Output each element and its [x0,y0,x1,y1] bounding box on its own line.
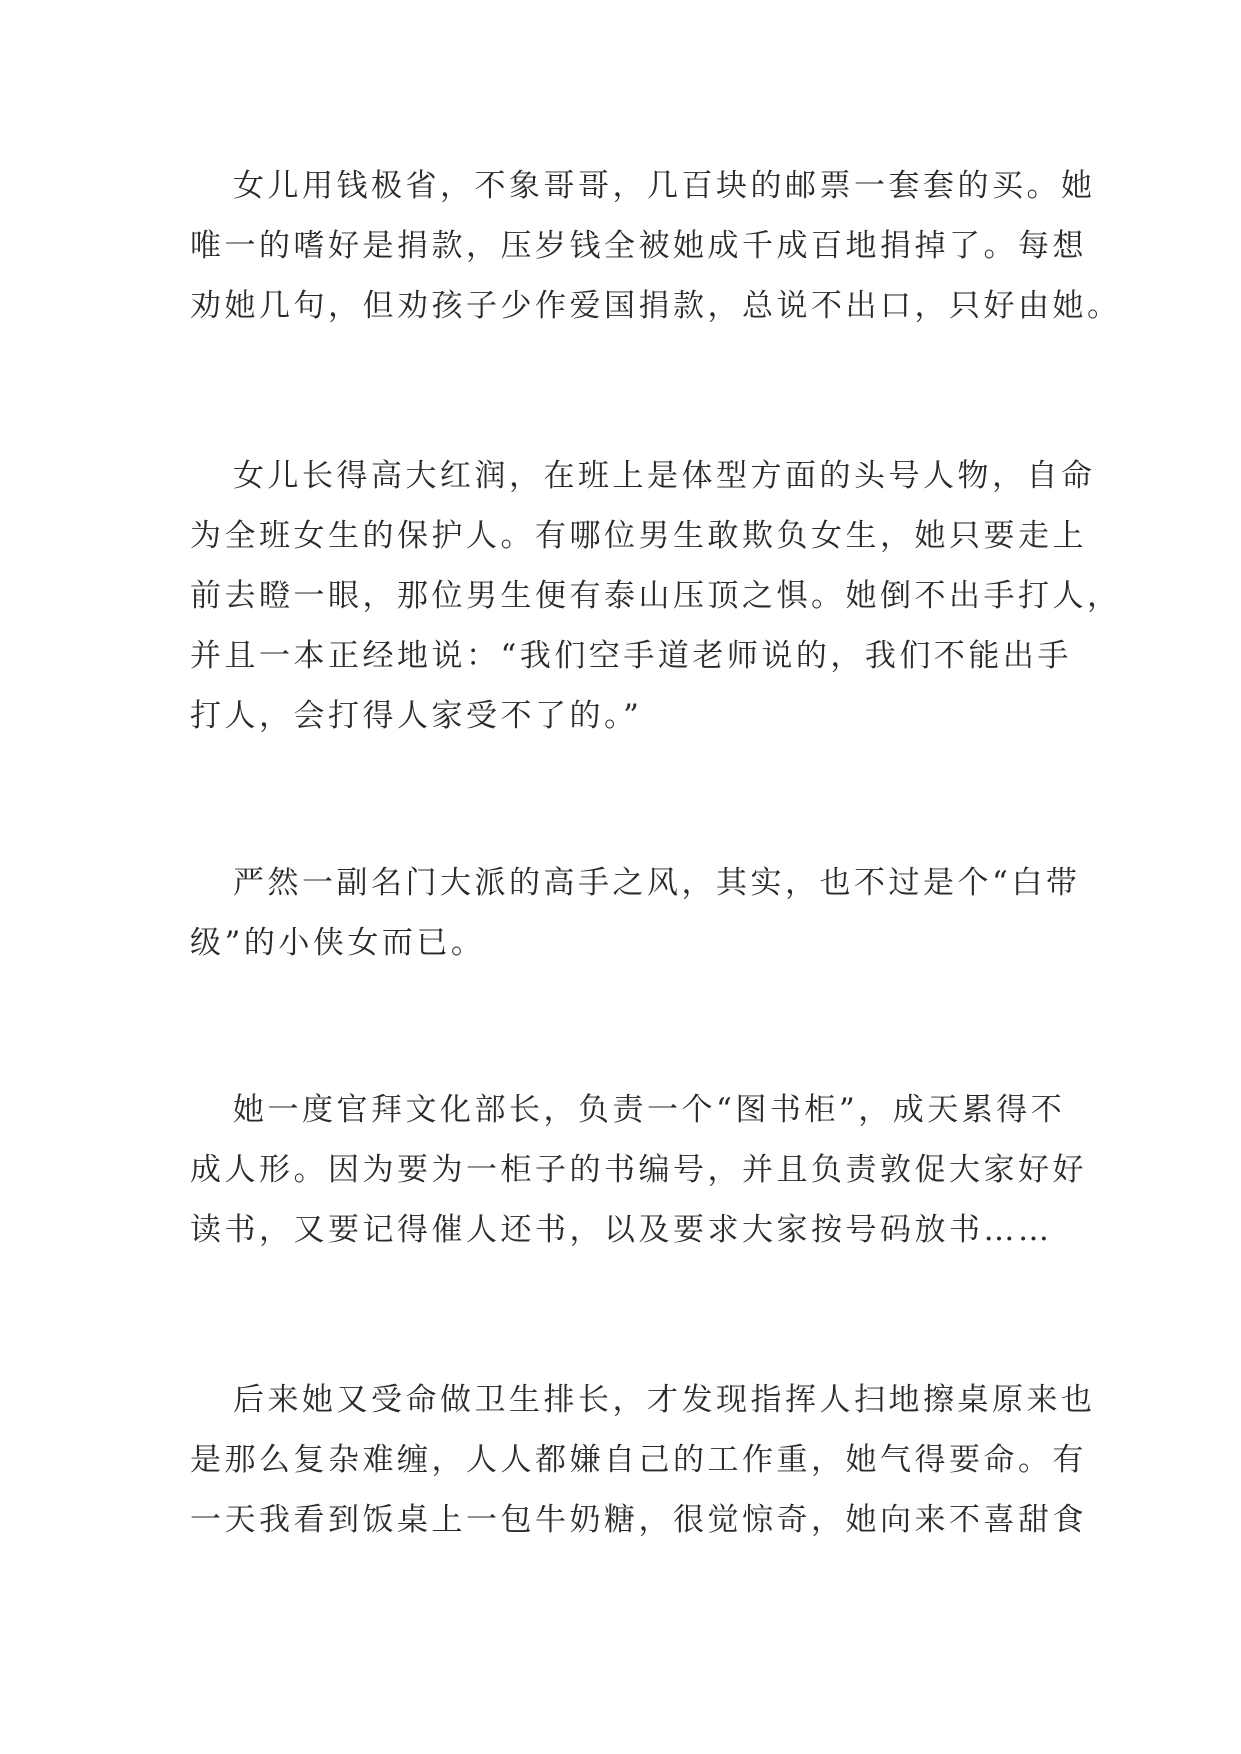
text-line: 一天我看到饭桌上一包牛奶糖，很觉惊奇，她向来不喜甜食 [190,1502,1087,1538]
text-line: 女儿长得高大红润，在班上是体型方面的头号人物，自命 [233,458,1096,494]
text-line: 严然一副名门大派的高手之风，其实，也不过是个“白带 [233,865,1081,901]
text-line: 劝她几句，但劝孩子少作爱国捐款，总说不出口，只好由她。 [190,288,1122,324]
paragraph [190,853,1081,973]
text-line: 为全班女生的保护人。有哪位男生敢欺负女生，她只要走上 [190,518,1087,554]
text-line: 读书，又要记得催人还书，以及要求大家按号码放书…… [190,1212,1053,1248]
text-line: 级”的小侠女而已。 [190,925,486,961]
text-line: 打人，会打得人家受不了的。” [190,698,643,734]
paragraph [190,446,1122,746]
text-line: 前去瞪一眼，那位男生便有泰山压顶之惧。她倒不出手打人， [190,578,1122,614]
paragraph [190,1370,1096,1550]
text-line: 后来她又受命做卫生排长，才发现指挥人扫地擦桌原来也 [233,1382,1096,1418]
text-line: 她一度官拜文化部长，负责一个“图书柜”，成天累得不 [233,1092,1066,1128]
text-line: 唯一的嗜好是捐款，压岁钱全被她成千成百地捐掉了。每想 [190,228,1087,264]
text-line: 是那么复杂难缠，人人都嫌自己的工作重，她气得要命。有 [190,1442,1087,1478]
paragraph [190,156,1122,336]
paragraph [190,1080,1087,1260]
text-line: 并且一本正经地说：“我们空手道老师说的，我们不能出手 [190,638,1072,674]
text-line: 成人形。因为要为一柜子的书编号，并且负责敦促大家好好 [190,1152,1087,1188]
text-line: 女儿用钱极省，不象哥哥，几百块的邮票一套套的买。她 [233,168,1096,204]
